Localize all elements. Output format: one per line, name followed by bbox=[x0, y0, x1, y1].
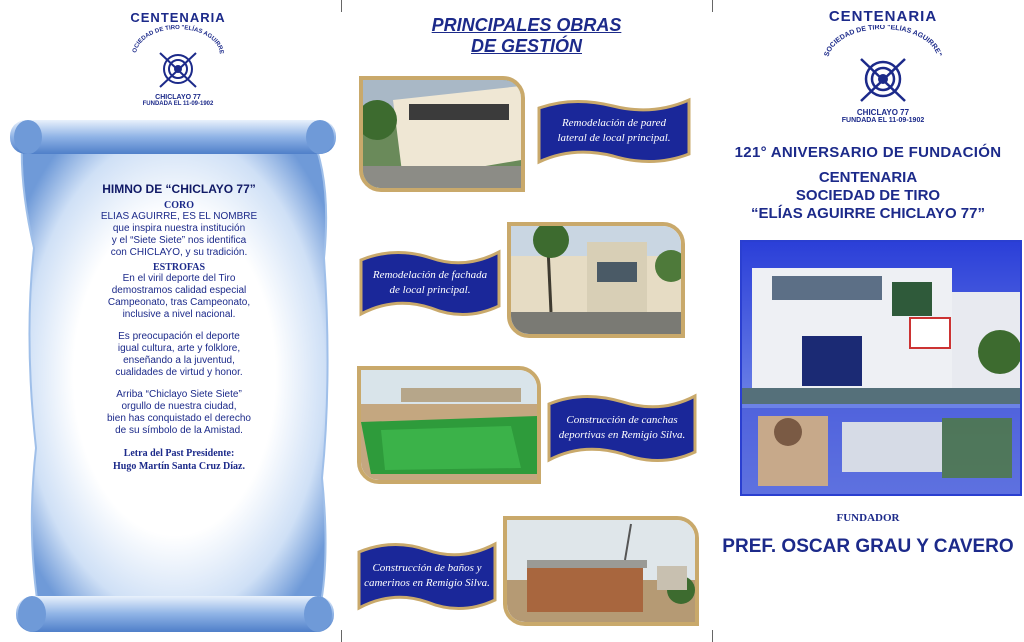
anthem-line: cualidades de virtud y honor. bbox=[115, 367, 243, 378]
club-building-photo bbox=[740, 240, 1022, 496]
photo-facade bbox=[507, 222, 685, 338]
panel-cover bbox=[712, 0, 1024, 642]
work-1-line2: lateral de local principal. bbox=[557, 132, 671, 144]
anthem-line: inclusive a nivel nacional. bbox=[122, 309, 236, 320]
banner-work-2 bbox=[355, 244, 505, 322]
estrofas-heading: ESTROFAS bbox=[152, 262, 206, 273]
cover-line-sociedad: SOCIEDAD DE TIRO bbox=[795, 187, 941, 204]
logo-city: CHICLAYO 77 bbox=[856, 108, 910, 117]
logo-founded: FUNDADA EL 11-09-1902 bbox=[841, 117, 925, 124]
anthem-line: orgullo de nuestra ciudad, bbox=[121, 401, 237, 412]
target-crossed-rifles-icon bbox=[108, 25, 248, 89]
anthem-line: demostramos calidad especial bbox=[111, 285, 247, 296]
logo-title: CENTENARIA bbox=[828, 8, 938, 25]
anthem-line: Es preocupación el deporte bbox=[118, 331, 240, 342]
work-3-line2: deportivas en Remigio Silva. bbox=[558, 429, 686, 441]
photo-side-wall bbox=[359, 76, 525, 192]
anthem-title: HIMNO DE “CHICLAYO 77” bbox=[102, 182, 256, 196]
work-4-line1: Construcción de baños y bbox=[372, 562, 482, 574]
banner-work-3 bbox=[543, 388, 701, 468]
anthem-line: con CHICLAYO, y su tradición. bbox=[110, 247, 248, 258]
work-3-line1: Construcción de canchas bbox=[566, 414, 678, 426]
logo-founded: FUNDADA EL 11-09-1902 bbox=[142, 101, 214, 107]
anthem-line: bien has conquistado el derecho bbox=[107, 413, 251, 424]
banner-work-4 bbox=[353, 536, 501, 616]
anthem-line: En el viril deporte del Tiro bbox=[122, 273, 236, 284]
cover-line-club-name: “ELÍAS AGUIRRE CHICLAYO 77” bbox=[751, 205, 985, 222]
anthem-line: que inspira nuestra institución bbox=[112, 223, 246, 234]
parchment-scroll bbox=[10, 118, 338, 642]
anthem-line: Arriba “Chiclayo Siete Siete” bbox=[116, 389, 242, 400]
photo-construction bbox=[503, 516, 699, 626]
work-2-line2: de local principal. bbox=[389, 284, 471, 296]
banner-work-1 bbox=[533, 94, 695, 168]
works-title-line2: DE GESTIÓN bbox=[470, 36, 582, 56]
photo-sports-field bbox=[357, 366, 541, 484]
work-2-line1: Remodelación de fachada bbox=[372, 269, 488, 281]
logo-city: CHICLAYO 77 bbox=[155, 94, 201, 101]
coro-heading: CORO bbox=[164, 200, 194, 211]
anthem-text-block bbox=[68, 182, 290, 473]
panel-anthem bbox=[0, 0, 341, 642]
founder-name: PREF. OSCAR GRAU Y CAVERO bbox=[722, 536, 1014, 557]
work-4-line2: camerinos en Remigio Silva. bbox=[364, 577, 490, 589]
anthem-line: de su símbolo de la Amistad. bbox=[115, 425, 243, 436]
club-logo-small bbox=[108, 10, 248, 107]
logo-arc-text: OCIEDAD DE TIRO "ELÍAS AGUIRRE bbox=[132, 25, 225, 55]
anthem-line: igual cultura, arte y folklore, bbox=[117, 343, 241, 354]
panel-works bbox=[341, 0, 712, 642]
anniversary-heading: 121° ANIVERSARIO DE FUNDACIÓN bbox=[734, 144, 1002, 161]
logo-arc-text: SOCIEDAD DE TIRO "ELÍAS AGUIRRE" bbox=[823, 25, 943, 58]
anthem-line: y el “Siete Siete” nos identifica bbox=[111, 235, 247, 246]
club-logo-large bbox=[788, 8, 978, 124]
target-crossed-rifles-icon bbox=[788, 25, 978, 103]
anthem-line: Campeonato, tras Campeonato, bbox=[107, 297, 251, 308]
svg-text:SOCIEDAD DE TIRO "ELÍAS AGUIRR bbox=[108, 25, 224, 55]
founder-label: FUNDADOR bbox=[836, 512, 900, 524]
works-title-line1: PRINCIPALES OBRAS bbox=[431, 15, 622, 35]
svg-text:SOCIEDAD DE TIRO "ELÍAS AGUIRR bbox=[824, 25, 943, 58]
anthem-credit-label: Letra del Past Presidente: bbox=[123, 448, 235, 459]
work-1-line1: Remodelación de pared bbox=[561, 117, 667, 129]
anthem-credit-name: Hugo Martín Santa Cruz Díaz. bbox=[113, 461, 245, 472]
anthem-line: enseñando a la juventud, bbox=[123, 355, 235, 366]
cover-line-centenaria: CENTENARIA bbox=[818, 169, 918, 186]
anthem-line: ELIAS AGUIRRE, ES EL NOMBRE bbox=[100, 211, 258, 222]
logo-title: CENTENARIA bbox=[130, 10, 226, 25]
